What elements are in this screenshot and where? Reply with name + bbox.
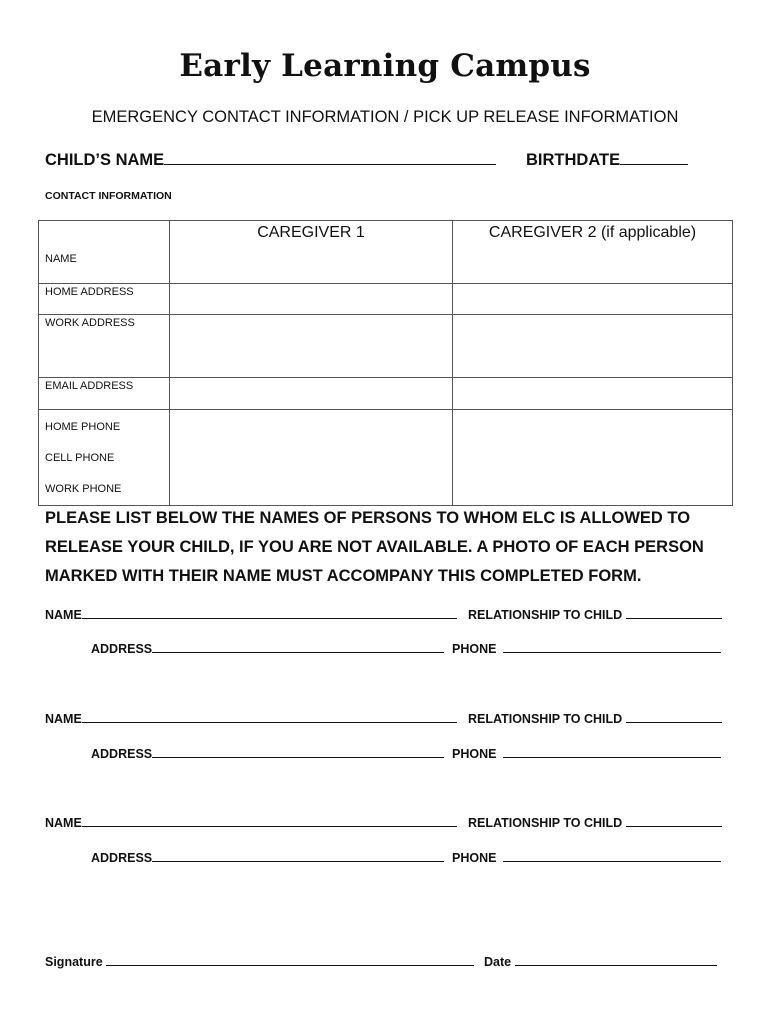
person-phone-label: PHONE <box>452 851 497 865</box>
person-phone-label: PHONE <box>452 642 497 656</box>
caregiver2-name-cell[interactable] <box>453 221 733 284</box>
person3-address-field[interactable] <box>91 849 444 865</box>
person-address-line[interactable] <box>152 640 444 653</box>
person-address-label: ADDRESS <box>91 642 153 656</box>
name-row-label: NAME <box>45 253 77 265</box>
person-name-line[interactable] <box>82 814 457 827</box>
caregiver2-work-address-cell[interactable] <box>453 315 733 378</box>
table-row-email <box>39 378 733 410</box>
person-address-label: ADDRESS <box>91 851 153 865</box>
birthdate-line[interactable] <box>620 152 688 165</box>
home-address-row-label: HOME ADDRESS <box>45 286 134 298</box>
person-address-line[interactable] <box>152 745 444 758</box>
home-phone-row-label: HOME PHONE <box>45 421 121 433</box>
person2-address-field[interactable] <box>91 745 444 761</box>
child-name-line[interactable] <box>164 152 496 165</box>
caregiver2-home-address-cell[interactable] <box>453 284 733 315</box>
work-address-row-label: WORK ADDRESS <box>45 317 135 329</box>
release-instructions <box>45 504 704 591</box>
person3-relationship-field[interactable] <box>468 814 722 830</box>
date-field[interactable] <box>484 953 717 969</box>
person-name-label: NAME <box>45 712 82 726</box>
table-row-work-address <box>39 315 733 378</box>
person-address-label: ADDRESS <box>91 747 153 761</box>
form-title: Early Learning Campus <box>179 48 591 84</box>
person-phone-line[interactable] <box>503 640 721 653</box>
signature-field[interactable] <box>45 953 474 969</box>
row-label-cell <box>39 221 170 284</box>
person-name-label: NAME <box>45 816 82 830</box>
person-phone-line[interactable] <box>503 745 721 758</box>
table-row-home-address <box>39 284 733 315</box>
person-name-line[interactable] <box>82 710 457 723</box>
caregiver1-name-cell[interactable] <box>170 221 453 284</box>
contact-table <box>38 220 733 506</box>
caregiver1-phones-cell[interactable] <box>170 410 453 506</box>
signature-label: Signature <box>45 955 103 969</box>
birthdate-field[interactable] <box>526 151 688 170</box>
table-row-phones <box>39 410 733 506</box>
person-address-line[interactable] <box>152 849 444 862</box>
caregiver1-work-address-cell[interactable] <box>170 315 453 378</box>
person2-relationship-field[interactable] <box>468 710 722 726</box>
instructions-line: PLEASE LIST BELOW THE NAMES OF PERSONS TO WHOM ELC IS ALLOWED TO <box>45 509 691 527</box>
person1-name-field[interactable] <box>45 606 457 622</box>
person1-address-field[interactable] <box>91 640 444 656</box>
person3-phone-field[interactable] <box>452 849 721 865</box>
person-name-line[interactable] <box>82 606 457 619</box>
child-name-field[interactable] <box>45 151 496 170</box>
date-label: Date <box>484 955 512 969</box>
caregiver1-header: CAREGIVER 1 <box>257 224 365 241</box>
person-phone-label: PHONE <box>452 747 497 761</box>
person1-relationship-field[interactable] <box>468 606 722 622</box>
email-row-label: EMAIL ADDRESS <box>45 380 134 392</box>
caregiver2-header: CAREGIVER 2 (if applicable) <box>488 224 697 241</box>
contact-section-label: CONTACT INFORMATION <box>45 190 172 202</box>
table-row-name <box>39 221 733 284</box>
person-relationship-line[interactable] <box>626 814 722 827</box>
person-relationship-label: RELATIONSHIP TO CHILD <box>468 608 623 622</box>
birthdate-label: BIRTHDATE <box>526 151 621 169</box>
instructions-line: MARKED WITH THEIR NAME MUST ACCOMPANY THIS COMPLETED FORM. <box>45 567 642 585</box>
signature-line[interactable] <box>106 953 474 966</box>
person-relationship-label: RELATIONSHIP TO CHILD <box>468 816 623 830</box>
person-relationship-line[interactable] <box>626 606 722 619</box>
caregiver1-home-address-cell[interactable] <box>170 284 453 315</box>
person-phone-line[interactable] <box>503 849 721 862</box>
form-subtitle: EMERGENCY CONTACT INFORMATION / PICK UP RELEASE INFORMATION <box>91 108 679 126</box>
person2-name-field[interactable] <box>45 710 457 726</box>
date-line[interactable] <box>515 953 717 966</box>
person3-name-field[interactable] <box>45 814 457 830</box>
caregiver2-phones-cell[interactable] <box>453 410 733 506</box>
caregiver1-email-cell[interactable] <box>170 378 453 410</box>
caregiver2-email-cell[interactable] <box>453 378 733 410</box>
person2-phone-field[interactable] <box>452 745 721 761</box>
work-phone-row-label: WORK PHONE <box>45 483 122 495</box>
instructions-line: RELEASE YOUR CHILD, IF YOU ARE NOT AVAILABLE. A PHOTO OF EACH PERSON <box>45 538 704 556</box>
person1-phone-field[interactable] <box>452 640 721 656</box>
person-relationship-label: RELATIONSHIP TO CHILD <box>468 712 623 726</box>
person-name-label: NAME <box>45 608 82 622</box>
child-name-label: CHILD’S NAME <box>45 151 165 169</box>
cell-phone-row-label: CELL PHONE <box>45 452 115 464</box>
person-relationship-line[interactable] <box>626 710 722 723</box>
